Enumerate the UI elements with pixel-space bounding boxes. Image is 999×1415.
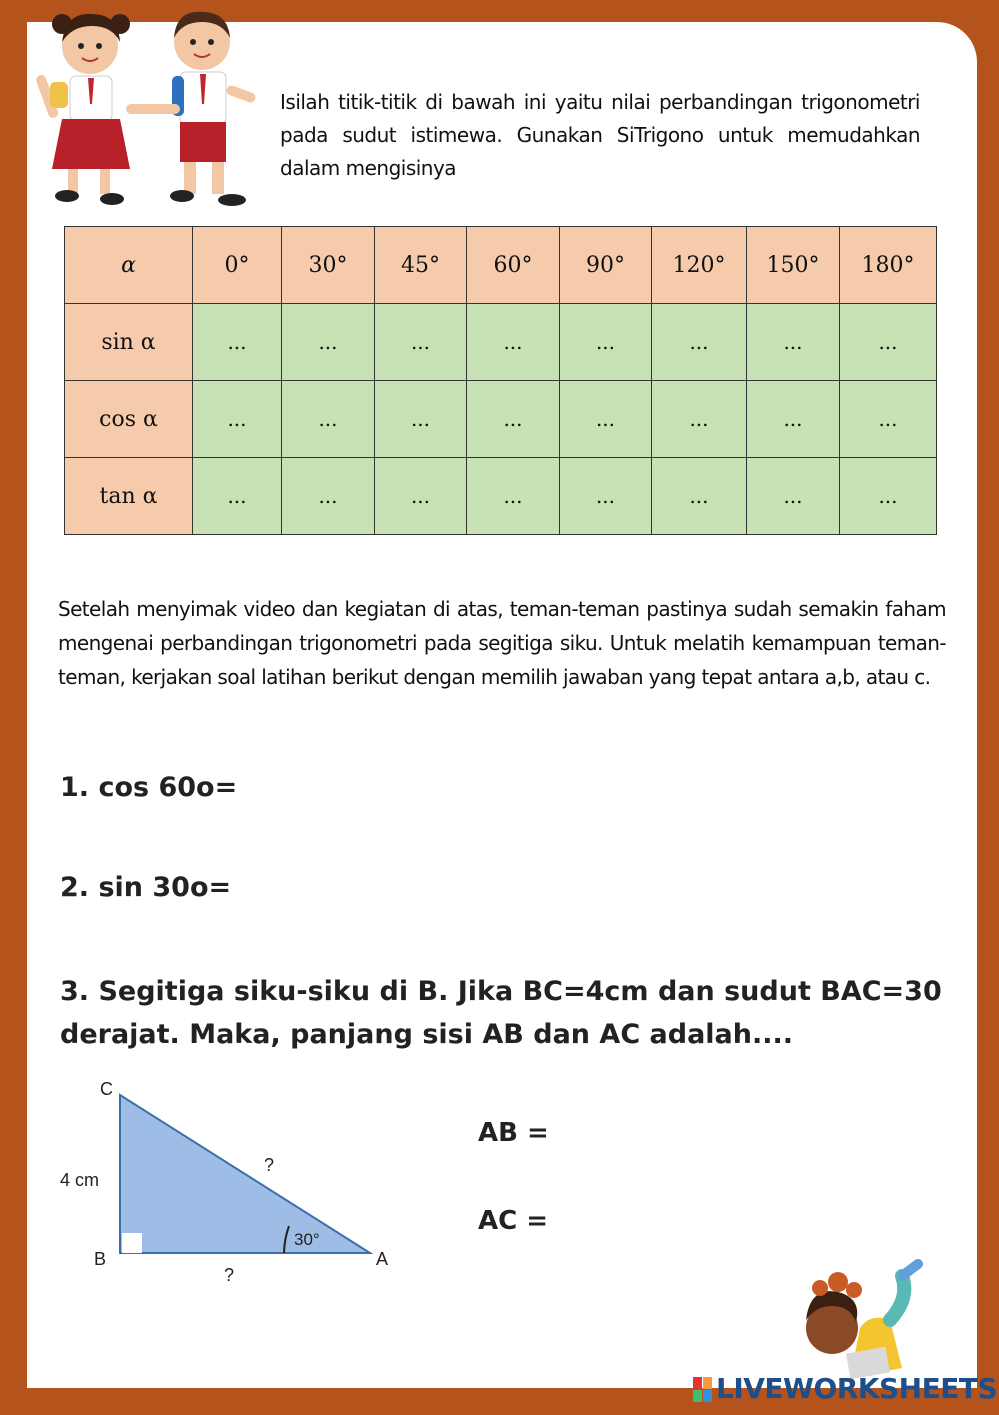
vertex-label-b: B	[94, 1249, 107, 1269]
answer-cell[interactable]: ...	[840, 381, 937, 458]
answer-cell[interactable]: ...	[467, 304, 560, 381]
table-row-sin	[65, 304, 937, 381]
liveworksheets-brand: LIVEWORKSHEETS	[716, 1372, 998, 1405]
answer-cell[interactable]: ...	[193, 381, 282, 458]
question-2: 2. sin 30o=	[60, 872, 232, 903]
answer-cell[interactable]: ...	[467, 458, 560, 535]
row-label-cos: cos α	[65, 381, 193, 458]
side-ac-label: ?	[264, 1155, 275, 1175]
header-cell: 120°	[652, 227, 747, 304]
answer-cell[interactable]: ...	[747, 458, 840, 535]
answer-cell[interactable]: ...	[652, 381, 747, 458]
header-cell: 60°	[467, 227, 560, 304]
answer-cell[interactable]: ...	[375, 458, 467, 535]
answer-cell[interactable]: ...	[375, 304, 467, 381]
answer-cell[interactable]: ...	[652, 304, 747, 381]
reading-boy-illustration	[790, 1258, 940, 1383]
answer-cell[interactable]: ...	[282, 304, 375, 381]
header-cell: 180°	[840, 227, 937, 304]
question-1: 1. cos 60o=	[60, 772, 238, 803]
table-header-row	[65, 227, 937, 304]
side-ab-label: ?	[224, 1265, 235, 1285]
students-illustration	[22, 4, 260, 212]
row-label-tan: tan α	[65, 458, 193, 535]
table-row-cos	[65, 381, 937, 458]
trig-table	[64, 226, 937, 535]
answer-ab-label: AB =	[478, 1118, 549, 1148]
table-row-tan	[65, 458, 937, 535]
answer-cell[interactable]: ...	[282, 458, 375, 535]
answer-cell[interactable]: ...	[560, 304, 652, 381]
answer-cell[interactable]: ...	[652, 458, 747, 535]
row-label-sin: sin α	[65, 304, 193, 381]
header-cell: 0°	[193, 227, 282, 304]
intro-instructions: Isilah titik-titik di bawah ini yaitu nilai perbandingan trigonometri pada sudut istimewa. Gunakan SiTrigono untuk memudahkan dalam mengisinya	[280, 90, 920, 180]
answer-cell[interactable]: ...	[193, 458, 282, 535]
header-cell: 150°	[747, 227, 840, 304]
answer-cell[interactable]: ...	[747, 381, 840, 458]
triangle-shape	[120, 1095, 370, 1253]
answer-cell[interactable]: ...	[560, 458, 652, 535]
answer-cell[interactable]: ...	[282, 381, 375, 458]
answer-cell[interactable]: ...	[193, 304, 282, 381]
answer-cell[interactable]: ...	[375, 381, 467, 458]
exercise-instructions: Setelah menyimak video dan kegiatan di atas, teman-teman pastinya sudah semakin faham mengenai perbandingan trigonometri pada segitiga siku. Untuk melatih kemampuan teman-teman, kerjakan soal latihan berikut dengan memilih jawaban yang tepat antara a,b, atau c.	[58, 597, 946, 689]
answer-cell[interactable]: ...	[560, 381, 652, 458]
question-3: 3. Segitiga siku-siku di B. Jika BC=4cm dan sudut BAC=30 derajat. Maka, panjang sisi AB dan AC adalah....	[60, 976, 942, 1050]
header-cell: α	[65, 227, 193, 304]
header-cell: 30°	[282, 227, 375, 304]
angle-label: 30°	[294, 1230, 320, 1249]
vertex-label-a: A	[376, 1249, 389, 1269]
vertex-label-c: C	[100, 1079, 113, 1099]
answer-cell[interactable]: ...	[840, 304, 937, 381]
answer-cell[interactable]: ...	[467, 381, 560, 458]
liveworksheets-logo-icon	[693, 1377, 713, 1403]
header-cell: 90°	[560, 227, 652, 304]
right-angle-marker	[122, 1233, 142, 1253]
right-triangle-diagram	[52, 1075, 412, 1295]
answer-ac-label: AC =	[478, 1206, 549, 1236]
answer-cell[interactable]: ...	[840, 458, 937, 535]
side-bc-label: 4 cm	[60, 1170, 100, 1190]
header-cell: 45°	[375, 227, 467, 304]
answer-cell[interactable]: ...	[747, 304, 840, 381]
